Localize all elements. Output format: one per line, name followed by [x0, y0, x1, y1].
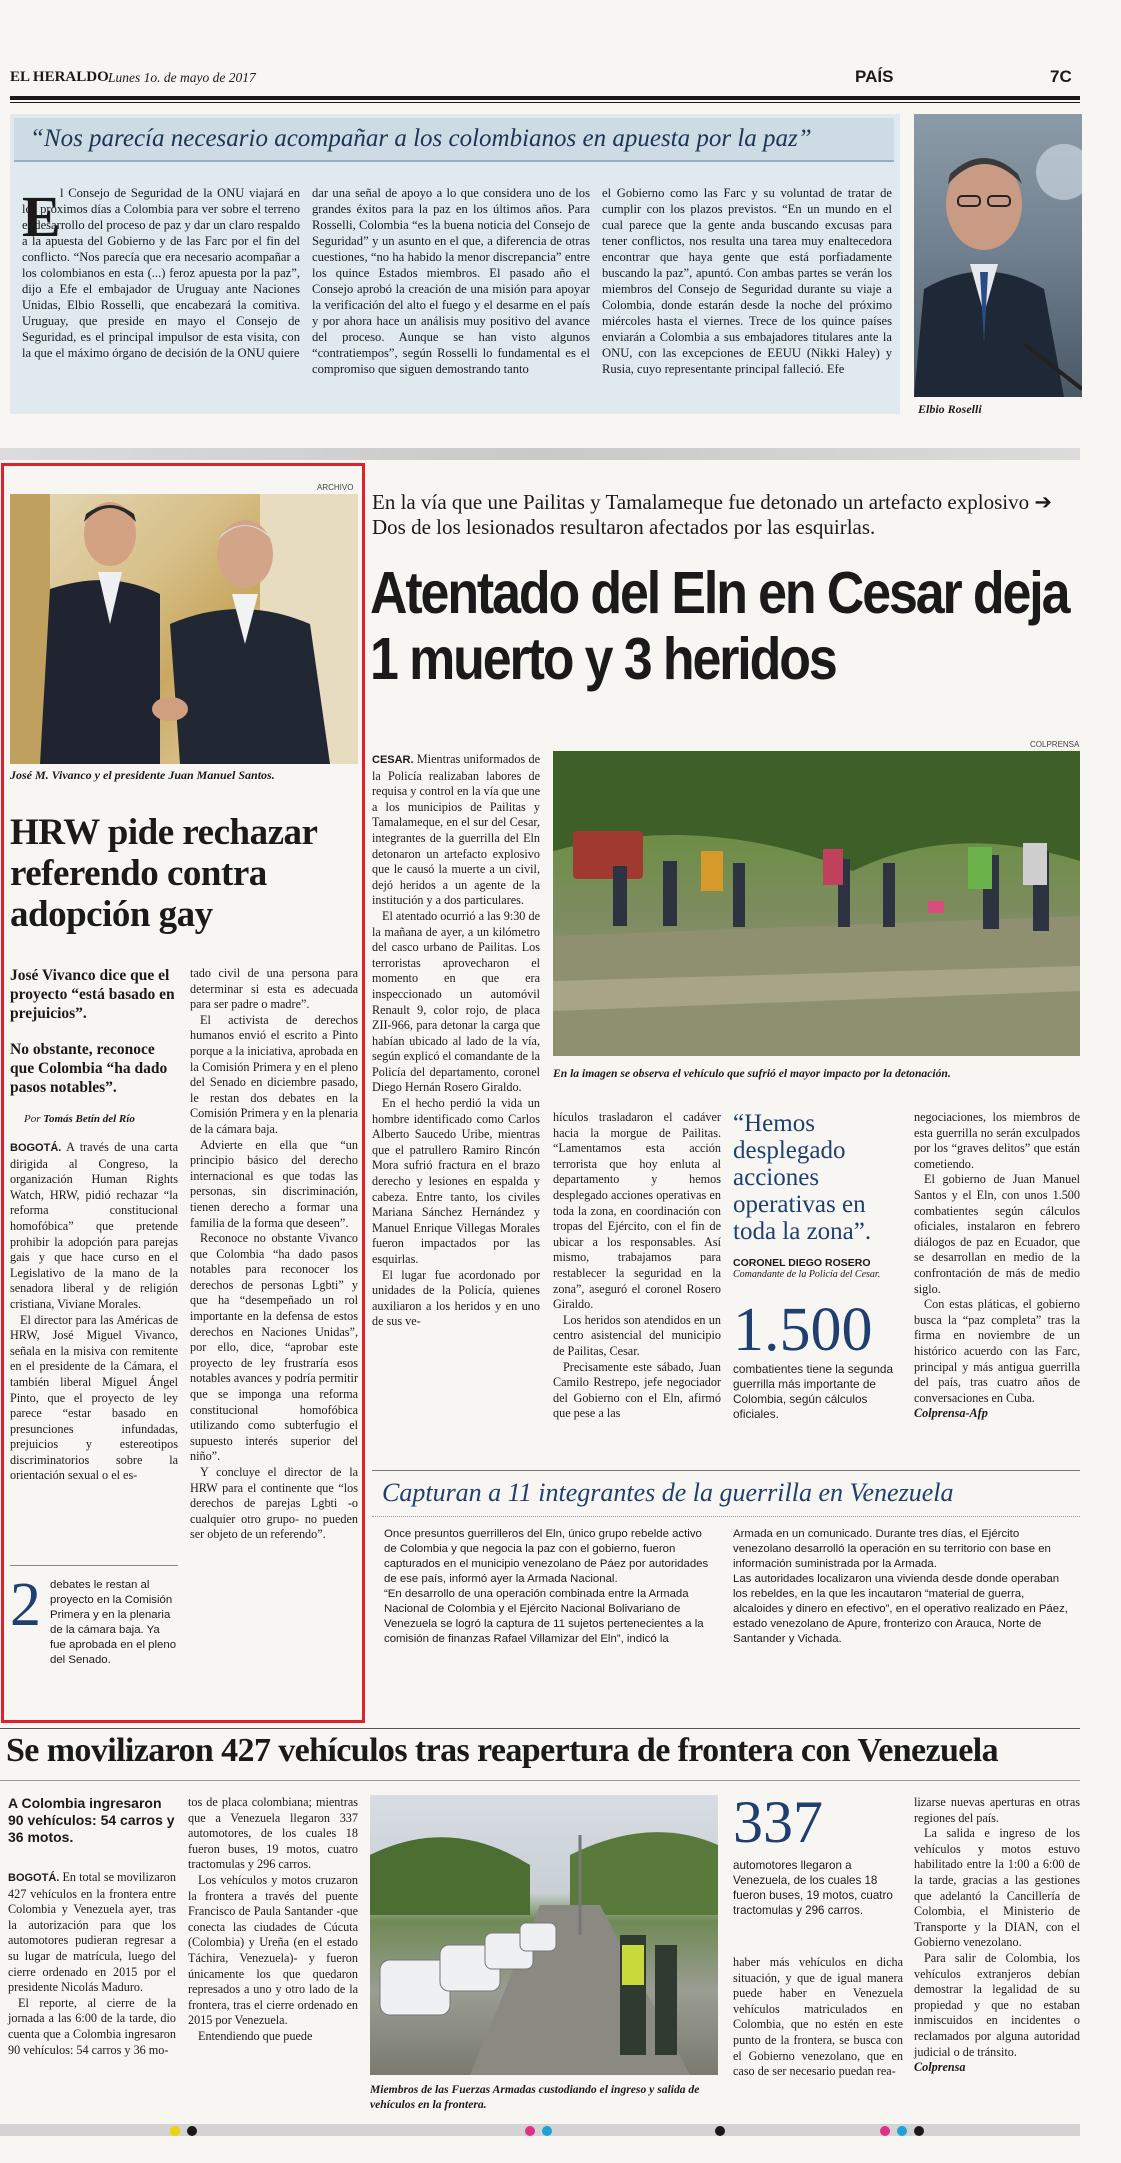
eln-col-1 [372, 752, 540, 1330]
frontera-col-3 [733, 1955, 903, 2080]
page-number: 7C [1050, 67, 1072, 86]
print-strip [0, 2124, 1080, 2136]
hrw-fact-box [10, 1565, 178, 1666]
eln-col1-p3: En el hecho perdió la vida un hombre identificado como Carlos Alberto Saucedo Uribe, mientras que el patrullero Ramiro Rincón Mora sufrió fractura en el brazo derecho y lesiones en espalda y cabeza. Entre tanto, los civiles Mariana Sánchez Hernández y Manuel Enrique Villegas Morales fueron impactados por las esquirlas. [372, 1096, 540, 1266]
eln-col1-p4: El lugar fue acordonado por unidades de la Policía, quienes auxiliaron a los heridos y en uno de sus ve- [372, 1267, 540, 1329]
eln-kicker: En la vía que une Pailitas y Tamalameque fue detonado un artefacto explosivo ➔ Dos de los lesionados resultaron afectados por las esquirlas. [372, 490, 1052, 539]
frontera-col2-p1: tos de placa colombiana; mientras que a Venezuela llegaron 337 automotores, de los cuales 18 fueron buses, 19 motos, cuatro tractomulas y 296 carros. [188, 1795, 358, 1872]
eln-photo-caption: En la imagen se observa el vehículo que sufrió el mayor impacto por la detonación. [553, 1067, 951, 1080]
eln-stat-text: combatientes tiene la segunda guerrilla más importante de Colombia, según cálculos oficiales. [733, 1362, 894, 1421]
hrw-col1-p1: A través de una carta dirigida al Congreso, la organización Human Rights Watch, HRW, pidió rechazar “la reforma constitucional homofóbica” que pretende prohibir la adopción para parejas gais y que hace curso en el Legislativo de la mano de la senadora liberal y de religión cristiana, Viviane Morales. [10, 1140, 178, 1311]
rosselli-caption: Elbio Roselli [918, 402, 982, 416]
hrw-col2-p2: El activista de derechos humanos envió el escrito a Pinto porque a la iniciativa, aprobada en la Comisión Primera y en el pleno del Senado en diciembre pasado, le restan dos debates en la Comisión Primera y en la plenaria de la cámara baja. [190, 1012, 358, 1136]
frontera-stat-text: automotores llegaron a Venezuela, de los cuales 18 fueron buses, 19 motos, cuatro tractomulas y 296 carros. [733, 1859, 893, 1917]
eln-col2-p3: Precisamente este sábado, Juan Camilo Restrepo, jefe negociador del Gobierno con el Eln, afirmó que pese a las [553, 1359, 721, 1421]
frontera-col2-p3: Entendiendo que puede [198, 2028, 313, 2043]
eln-col2-p2: Los heridos son atendidos en un centro asistencial del municipio de Pailitas, Cesar. [553, 1312, 721, 1358]
eln-headline [370, 560, 1069, 692]
eln-stat-number: 1.500 [733, 1296, 873, 1364]
hrw-byline [24, 1113, 174, 1127]
issue-date: Lunes 1o. de mayo de 2017 [108, 70, 256, 85]
hrw-col2-p5: Y concluye el director de la HRW para el continente que “los derechos de parejas Lgbti -o cualquier otro grupo- no pueden ser objeto de un referendo”. [190, 1465, 358, 1542]
top-story-headline: “Nos parecía necesario acompañar a los colombianos en apuesta por la paz” [30, 125, 812, 152]
eln-col4-sign: Colprensa-Afp [914, 1406, 988, 1421]
hrw-col2-p1: tado civil de una persona para determinar si esta es adecuada para ser padre o madre”. [190, 966, 358, 1012]
section-name: PAÍS [855, 67, 894, 86]
hrw-dateline: BOGOTÁ. [10, 1142, 62, 1154]
capture-col-2: Armada en un comunicado. Durante tres días, el Ejército venezolano desarrolló la operación en su territorio con base en información suministrada por la Armada. Las autoridades localizaron una vivienda desde donde operaban los rebeldes, en la que les incautaron “material de guerra, alcaloides y dinero en efectivo”, en el operativo realizado en Páez, estado venezolano de Apure, fronterizo con Arauca, Norte de Santander y Vichada. [733, 1528, 1068, 1645]
capture-top-rule [372, 1470, 1080, 1471]
frontera-photo-caption: Miembros de las Fuerzas Armadas custodiando el ingreso y salida de vehículos en la frontera. [370, 2083, 700, 2111]
top-story-col-3: el Gobierno como las Farc y su voluntad de tratar de cumplir con los plazos previstos. “En un mundo en el cual parece que la gente anda buscando excusas para tener conflictos, nos resulta una tarea muy enaltecedora encontrar que haya gente que está porfiadamente buscando la paz”, apuntó. Con ambas partes se verán los miembros del Consejo de Seguridad durante su viaje a Colombia, donde estarán desde la noche del próximo miércoles hasta el viernes. Trece de los quince países enviarán a Colombia a sus embajadores titulares ante la ONU, con las excepciones de EEUU (Nikki Haley) y Rusia, cuyo representante principal falleció. Efe [602, 186, 892, 376]
hrw-deck-1: José Vivanco dice que el proyecto “está basado en prejuicios”. [10, 967, 175, 1022]
frontera-stat-number: 337 [733, 1789, 823, 1855]
hrw-fact-text: debates le restan al proyecto en la Comisión Primera y en la plenaria de la cámara baja. Ya fue aprobada en el pleno del Senado. [50, 1579, 177, 1666]
capture-col-1: Once presuntos guerrilleros del Eln, único grupo rebelde activo de Colombia y que negocia la paz con el gobierno, fueron capturados en el municipio venezolano de Páez por autoridades de ese país, informó ayer la Armada Nacional. “En desarrollo de una operación combinada entre la Armada Nacional de Colombia y el Ejército Nacional Bolivariano de Venezuela se logró la captura de 11 sujetos pertenecientes a la comisión de finanzas Rafael Villamizar del Eln”, indicó la [384, 1528, 709, 1645]
eln-photo-credit: COLPRENSA [1030, 740, 1080, 749]
handshake-illustration [10, 494, 358, 764]
masthead [10, 65, 1080, 95]
eln-col4-p2: El gobierno de Juan Manuel Santos y el Eln, con unos 1.500 combatientes según cálculos oficiales, instalaron en febrero diálogos de paz en Ecuador, que se desarrollan en medio de la confrontación de más de medio siglo. [914, 1172, 1080, 1296]
hrw-photo-credit: ARCHIVO [317, 483, 354, 492]
eln-col4-p1: negociaciones, los miembros de esta guerrilla no serán exculpados por los “graves delitos” que están cometiendo. [914, 1110, 1080, 1171]
frontera-photo [370, 1795, 718, 2075]
eln-headline-text: Atentado del Eln en Cesar deja 1 muerto y 3 heridos [370, 560, 1069, 692]
frontera-col1-p1: En total se movilizaron 427 vehículos en la frontera entre Colombia y Venezuela ayer, tras la autorización para que los automotores pudieran regresar a su lugar de matrícula, luego del cierre ordenado en 2015 por el presidente Nicolás Maduro. [8, 1870, 176, 1995]
hrw-fact-number: 2 [10, 1571, 41, 1639]
frontera-col-1 [8, 1870, 176, 2058]
byline-name: Tomás Betín del Río [43, 1113, 135, 1125]
eln-quote-role: Comandante de la Policía del Cesar. [733, 1269, 881, 1280]
rosselli-illustration [914, 114, 1082, 397]
frontera-headline: Se movilizaron 427 vehículos tras reapertura de frontera con Venezuela [6, 1732, 999, 1769]
hrw-deck-2: No obstante, reconoce que Colombia “ha dado pasos notables”. [10, 1041, 168, 1096]
eln-quote-name: CORONEL DIEGO ROSERO [733, 1257, 871, 1269]
frontera-col4-p3: Para salir de Colombia, los vehículos extranjeros debían demostrar la legalidad de su propiedad y que no estaban inmiscuidos en incidentes o reclamados por alguna autoridad judicial o de tránsito. [914, 1950, 1080, 2059]
eln-photo [553, 751, 1080, 1056]
hrw-photo-caption: José M. Vivanco y el presidente Juan Manuel Santos. [10, 768, 275, 782]
rosselli-photo [914, 114, 1082, 397]
capture-divider [372, 1516, 1080, 1517]
eln-pull-quote: “Hemos desplegado acciones operativas en toda la zona”. [733, 1110, 872, 1245]
eln-dateline: CESAR. [372, 754, 414, 766]
hrw-col2-p3: Advierte en ella que “un principio básico del derecho internacional es que todas las personas, sin discriminación, tienen derecho a formar una familia de la forma que deseen”. [190, 1137, 358, 1230]
eln-col-4 [914, 1110, 1080, 1422]
byline-prefix: Por [24, 1113, 41, 1125]
hrw-photo [10, 494, 358, 764]
frontera-col1-p2: El reporte, al cierre de la jornada a las 6:00 de la tarde, dio cuenta que a Colombia ingresaron 90 vehículos: 54 carros y 36 mo- [8, 1995, 176, 2057]
paper-name: EL HERALDO [10, 69, 109, 85]
registration-marks [0, 2125, 1080, 2137]
hrw-col-1 [10, 1140, 178, 1484]
roadside-scene-illustration [553, 751, 1080, 1056]
eln-pull-column [733, 1110, 903, 1422]
eln-col1-p2: El atentado ocurrió a las 9:30 de la mañana de ayer, a un kilómetro del casco urbano de Pailitas. Los terroristas aprovecharon el momento en que era inspeccionado un automóvil Renault 9, color rojo, de placa ZII-966, para detonar la carga que habían ubicado al lado de la vía, según explicó el comandante de la Policía del departamento, coronel Diego Hernán Rosero Giraldo. [372, 908, 540, 1095]
hrw-headline: HRW pide rechazar referendo contra adopción gay [10, 812, 317, 935]
frontera-col-4 [914, 1795, 1080, 2076]
frontera-headline-rule [0, 1780, 1080, 1781]
eln-col-2 [553, 1110, 721, 1422]
hrw-col1-p2: El director para las Américas de HRW, José Miguel Vivanco, señala en la misiva con remitente en el presidente de la Cámara, el también liberal Miguel Ángel Pinto, que el proyecto de ley parece “estar basado en presunciones infundadas, prejuicios y estereotipos discriminatorios sobre la orientación sexual o el es- [10, 1312, 178, 1483]
eln-col4-p3: Con estas pláticas, el gobierno busca la “paz completa” tras la firma en noviembre de un histórico acuerdo con las Farc, principal y más antigua guerrilla del país, tras cuatro años de conversaciones en Cuba. [914, 1297, 1080, 1405]
frontera-col4-sign: Colprensa [914, 2060, 966, 2075]
frontera-col3-p1: haber más vehículos en dicha situación, y que de igual manera puede haber en Venezuela vehículos matriculados en Colombia, que no estén en este punto de la frontera, se busca con el Gobierno venezolano, que en caso de ser necesario puedan rea- [733, 1955, 903, 2079]
top-story-header [14, 118, 894, 162]
eln-col1-p1: Mientras uniformados de la Policía realizaban labores de requisa y control en la vía que une a los municipios de Pailitas y Tamalameque, en el sur del Cesar, integrantes de la guerrilla del Eln detonaron un artefacto explosivo que le causó la muerte a un civil, dejó heridos a un agente de la institución y a dos particulares. [372, 752, 540, 908]
top-story-dropcap: E [22, 184, 61, 249]
border-crossing-illustration [370, 1795, 718, 2075]
section-divider [0, 448, 1080, 460]
hrw-col2-p4: Reconoce no obstante Vivanco que Colombia “ha dado pasos notables para reconocer los derechos de personas Lgbti” y que ha “desempeñado un rol importante en la defensa de estos derechos en Naciones Unidas”, por ello, dice, “aprobar este proyecto de ley frustraría esos notables avances y podría permitir que se imponga una reforma constitucional homofóbica utilizando como subterfugio el supuesto interés superior del niño”. [190, 1231, 358, 1464]
masthead-rule [10, 96, 1080, 100]
capture-headline: Capturan a 11 integrantes de la guerrilla en Venezuela [382, 1478, 954, 1507]
frontera-col2-p2: Los vehículos y motos cruzaron la frontera a través del puente Francisco de Paula Santander -que conecta las ciudades de Cúcuta (Colombia) y Ureña (en el estado Táchira, Venezuela)- y fueron únicamente los que quedaron represados a uno y otro lado de la frontera, tras el cierre ordenado en 2015 por Venezuela. [188, 1872, 358, 2028]
hrw-col-2 [190, 966, 358, 1543]
top-story-col-2: dar una señal de apoyo a lo que considera uno de los grandes éxitos para la paz en los últimos años. Para Rosselli, Colombia “es la buena noticia del Consejo de Seguridad” y un asunto en el que, a diferencia de otras cuestiones, “no ha habido la menor discrepancia” entre los quince Estados miembros. El pasado año el Consejo aprobó la creación de una misión para apoyar la verificación del alto el fuego y el desarme en el país y por ahora hace un análisis muy positivo del avance del proceso. Aunque se han visto algunos “contratiempos”, según Rosselli lo fundamental es el compromiso que siguen demostrando tanto [312, 186, 590, 376]
frontera-col-2 [188, 1795, 358, 2045]
frontera-col4-p1: lizarse nuevas aperturas en otras regiones del país. [914, 1795, 1080, 1825]
frontera-deck: A Colombia ingresaron 90 vehículos: 54 carros y 36 motos. [8, 1795, 175, 1845]
frontera-dateline: BOGOTÁ. [8, 1872, 60, 1884]
eln-col2-p1: hículos trasladaron el cadáver hacia la morgue de Pailitas. “Lamentamos esta acción terrorista que hoy enluta al departamento y hemos desplegado acciones operativas en toda la zona, en coordinación con tropas del Ejército, con el fin de ubicar a los responsables. Así mismo, trabajamos para restablecer la seguridad en la zona”, aseguró el coronel Rosero Giraldo. [553, 1110, 721, 1312]
masthead-rule-thin [10, 102, 1080, 103]
frontera-col4-p2: La salida e ingreso de los vehículos y motos estuvo habilitado entre la 1:00 a 6:00 de la tarde, gracias a las gestiones que adelantó la Cancillería de Colombia, el Ministerio de Transporte y la DIAN, con el Gobierno venezolano. [914, 1826, 1080, 1950]
top-story-col-1: l Consejo de Seguridad de la ONU viajará en los próximos días a Colombia para ver sobre el terreno el desarrollo del proceso de paz y dar un claro respaldo a la apuesta del Gobierno y de las Farc por el fin del conflicto. “Nos parecía que era necesario acompañar a los colombianos en esta (...) feroz apuesta por la paz”, dijo a Efe el embajador de Uruguay ante Naciones Unidas, Elbio Rosselli, que encabezará la comitiva. Uruguay, que preside en mayo el Consejo de Seguridad, es el principal impulsor de esta visita, con la que el máximo órgano de decisión de la ONU quiere [22, 186, 300, 360]
